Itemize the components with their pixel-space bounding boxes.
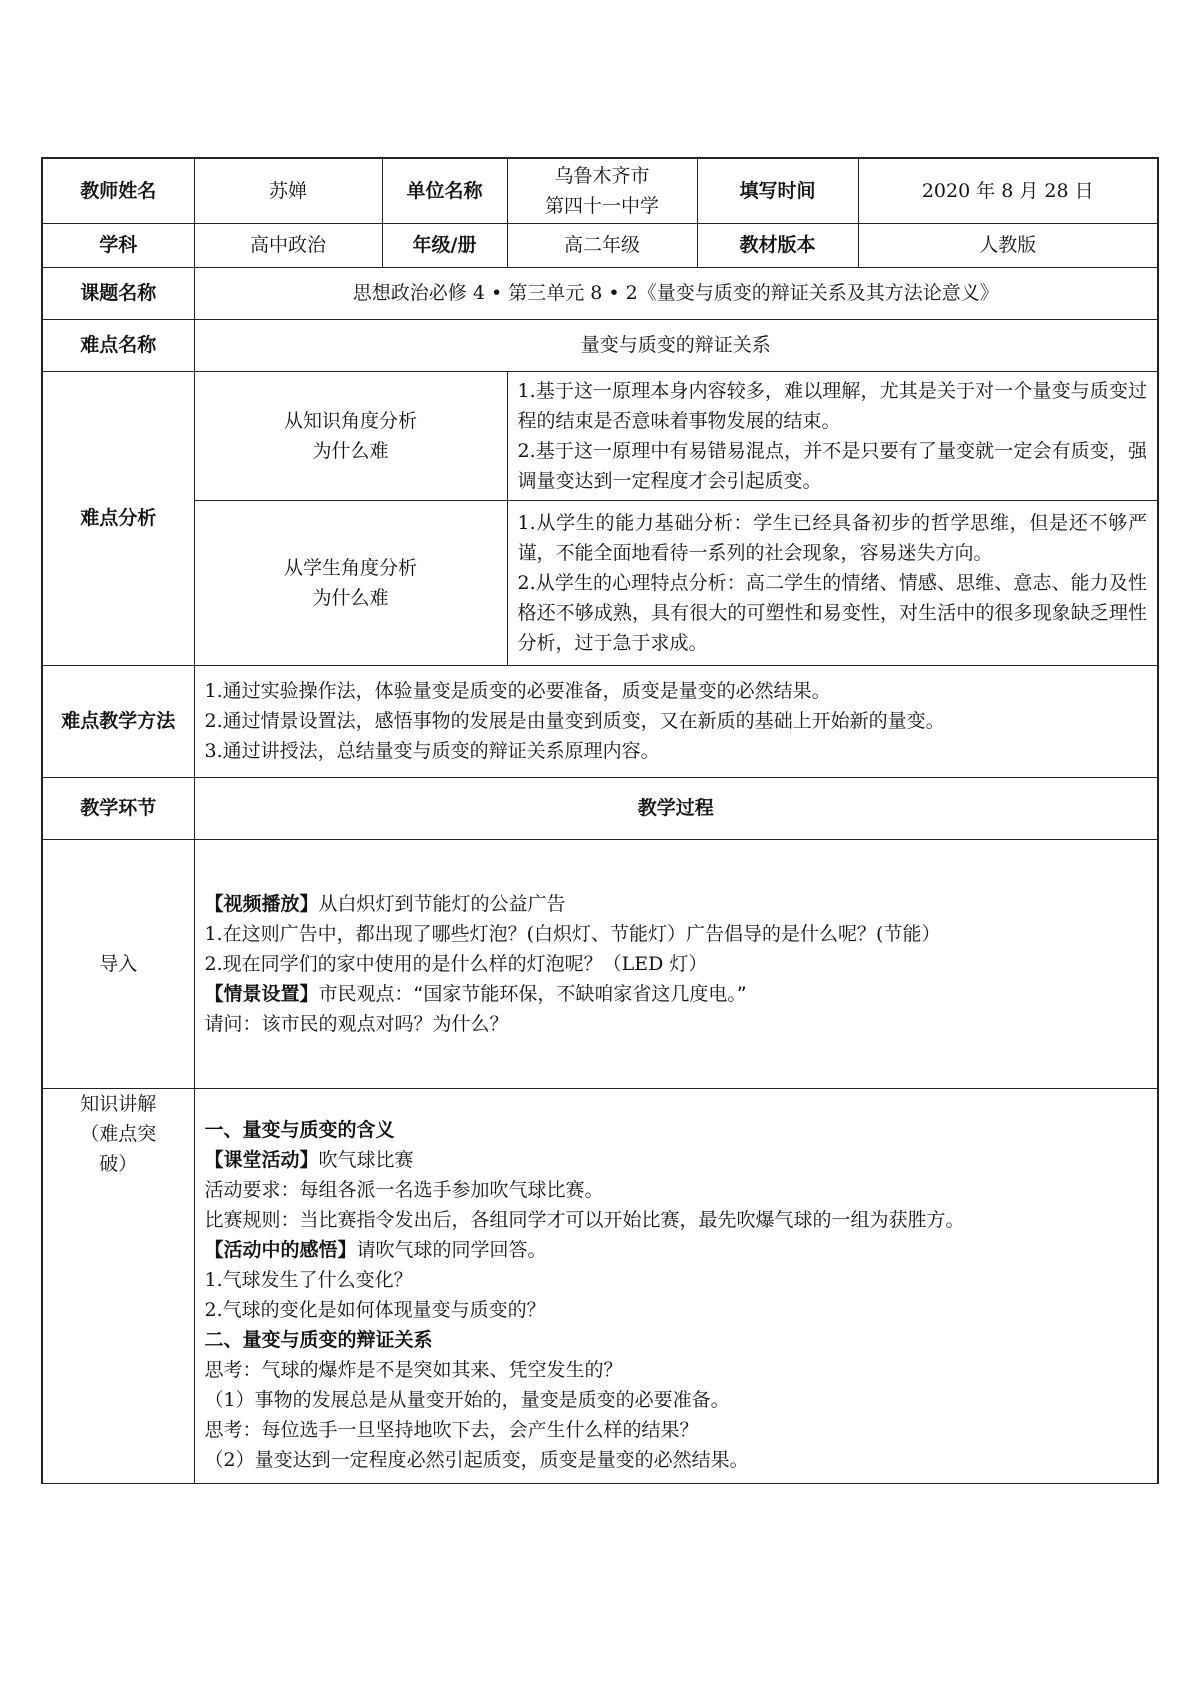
subject-label: 学科 <box>42 223 194 267</box>
activity-rule: 比赛规则：当比赛指令发出后，各组同学才可以开始比赛，最先吹爆气球的一组为获胜方。 <box>204 1208 965 1231</box>
grade-value: 高二年级 <box>507 223 697 267</box>
lecture-label <box>42 1088 194 1483</box>
scene-line <box>205 979 1148 1009</box>
analysis-knowledge-row <box>42 371 1158 500</box>
teacher-label: 教师姓名 <box>42 158 194 223</box>
lecture-think-2: 思考：每位选手一旦坚持地吹下去，会产生什么样的结果？ <box>204 1418 699 1441</box>
student-item-2: 2.从学生的心理特点分析：高二学生的情绪、情感、思维、意志、能力及性格还不够成熟，具有很大的可塑性和易变性，对生活中的很多现象缺乏理性分析，过于急于求成。 <box>517 571 1147 654</box>
lecture-conclusion-1: （1）事物的发展总是从量变开始的，量变是质变的必要准备。 <box>204 1388 730 1411</box>
intro-ask: 请问：该市民的观点对吗？为什么？ <box>204 1012 509 1035</box>
lecture-heading-1: 一、量变与质变的含义 <box>204 1118 395 1141</box>
unit-value-line2: 第四十一中学 <box>544 194 659 217</box>
video-line <box>205 889 1148 919</box>
date-value: 2020 年 8 月 28 日 <box>858 158 1158 223</box>
knowledge-angle-line1: 从知识角度分析 <box>283 409 417 432</box>
methods-content <box>194 665 1158 777</box>
scene-tag: 【情景设置】 <box>204 982 319 1005</box>
lecture-label-line1: 知识讲解 <box>80 1092 157 1115</box>
video-tag: 【视频播放】 <box>204 892 319 915</box>
teacher-value: 苏婵 <box>194 158 382 223</box>
activity-text: 吹气球比赛 <box>318 1148 414 1171</box>
intro-content <box>194 839 1158 1088</box>
student-angle-content <box>507 500 1158 665</box>
header-row-1 <box>42 158 1158 223</box>
topic-row <box>42 267 1158 319</box>
difficulty-row <box>42 319 1158 371</box>
lesson-plan-sheet <box>41 157 1157 1484</box>
scene-text: 市民观点：“国家节能环保，不缺咱家省这几度电。” <box>318 982 747 1005</box>
activity-line <box>205 1145 1148 1175</box>
activity-tag: 【课堂活动】 <box>204 1148 319 1171</box>
difficulty-label: 难点名称 <box>42 319 194 371</box>
knowledge-item-1: 1.基于这一原理本身内容较多，难以理解，尤其是关于对一个量变与质变过程的结束是否意味着事物发展的结束。 <box>517 379 1147 432</box>
lesson-plan-table <box>41 157 1159 1484</box>
subject-value: 高中政治 <box>194 223 382 267</box>
method-item-1: 1.通过实验操作法，体验量变是质变的必要准备，质变是量变的必然结果。 <box>204 680 831 702</box>
difficulty-value: 量变与质变的辩证关系 <box>194 319 1158 371</box>
lecture-point-2: 2.气球的变化是如何体现量变与质变的？ <box>204 1298 546 1321</box>
lecture-row <box>42 1088 1158 1483</box>
intro-label: 导入 <box>42 839 194 1088</box>
student-item-1: 1.从学生的能力基础分析：学生已经具备初步的哲学思维，但是还不够严谨，不能全面地看待一系列的社会现象，容易迷失方向。 <box>517 511 1147 564</box>
unit-label: 单位名称 <box>382 158 507 223</box>
unit-value <box>507 158 697 223</box>
knowledge-angle-label <box>194 371 507 500</box>
lecture-conclusion-2: （2）量变达到一定程度必然引起质变，质变是量变的必然结果。 <box>204 1448 749 1471</box>
date-label: 填写时间 <box>697 158 858 223</box>
analysis-student-row <box>42 500 1158 665</box>
topic-label: 课题名称 <box>42 267 194 319</box>
lecture-think-1: 思考：气球的爆炸是不是突如其来、凭空发生的？ <box>204 1358 623 1381</box>
lecture-content <box>194 1088 1158 1483</box>
insight-text: 请吹气球的同学回答。 <box>356 1238 547 1261</box>
unit-value-line1: 乌鲁木齐市 <box>554 164 650 187</box>
student-angle-line2: 为什么难 <box>312 586 389 609</box>
process-header-row <box>42 777 1158 839</box>
lecture-label-line2: （难点突 <box>80 1122 157 1145</box>
intro-row <box>42 839 1158 1088</box>
insight-tag: 【活动中的感悟】 <box>204 1238 357 1261</box>
intro-question-1: 1.在这则广告中，都出现了哪些灯泡？(白炽灯、节能灯）广告倡导的是什么呢？(节能） <box>204 922 941 945</box>
activity-requirement: 活动要求：每组各派一名选手参加吹气球比赛。 <box>204 1178 604 1201</box>
topic-value: 思想政治必修 4 • 第三单元 8 • 2《量变与质变的辩证关系及其方法论意义》 <box>194 267 1158 319</box>
grade-label: 年级/册 <box>382 223 507 267</box>
lecture-point-1: 1.气球发生了什么变化？ <box>204 1268 413 1291</box>
method-item-3: 3.通过讲授法，总结量变与质变的辩证关系原理内容。 <box>204 740 660 762</box>
edition-label: 教材版本 <box>697 223 858 267</box>
knowledge-angle-line2: 为什么难 <box>312 439 389 462</box>
knowledge-item-2: 2.基于这一原理中有易错易混点，并不是只要有了量变就一定会有质变，强调量变达到一定程度才会引起质变。 <box>517 439 1147 492</box>
method-item-2: 2.通过情景设置法，感悟事物的发展是由量变到质变，又在新质的基础上开始新的量变。 <box>204 710 945 732</box>
lecture-label-line3: 破） <box>99 1152 138 1175</box>
edition-value: 人教版 <box>858 223 1158 267</box>
insight-line <box>205 1235 1148 1265</box>
video-text: 从白炽灯到节能灯的公益广告 <box>318 892 566 915</box>
stage-header-label: 教学环节 <box>42 777 194 839</box>
student-angle-line1: 从学生角度分析 <box>283 556 417 579</box>
methods-row <box>42 665 1158 777</box>
lecture-heading-2: 二、量变与质变的辩证关系 <box>204 1328 433 1351</box>
header-row-2 <box>42 223 1158 267</box>
student-angle-label <box>194 500 507 665</box>
methods-label: 难点教学方法 <box>42 665 194 777</box>
intro-question-2: 2.现在同学们的家中使用的是什么样的灯泡呢？（LED 灯） <box>204 952 708 975</box>
knowledge-angle-content <box>507 371 1158 500</box>
analysis-label: 难点分析 <box>42 371 194 665</box>
process-header-label: 教学过程 <box>194 777 1158 839</box>
